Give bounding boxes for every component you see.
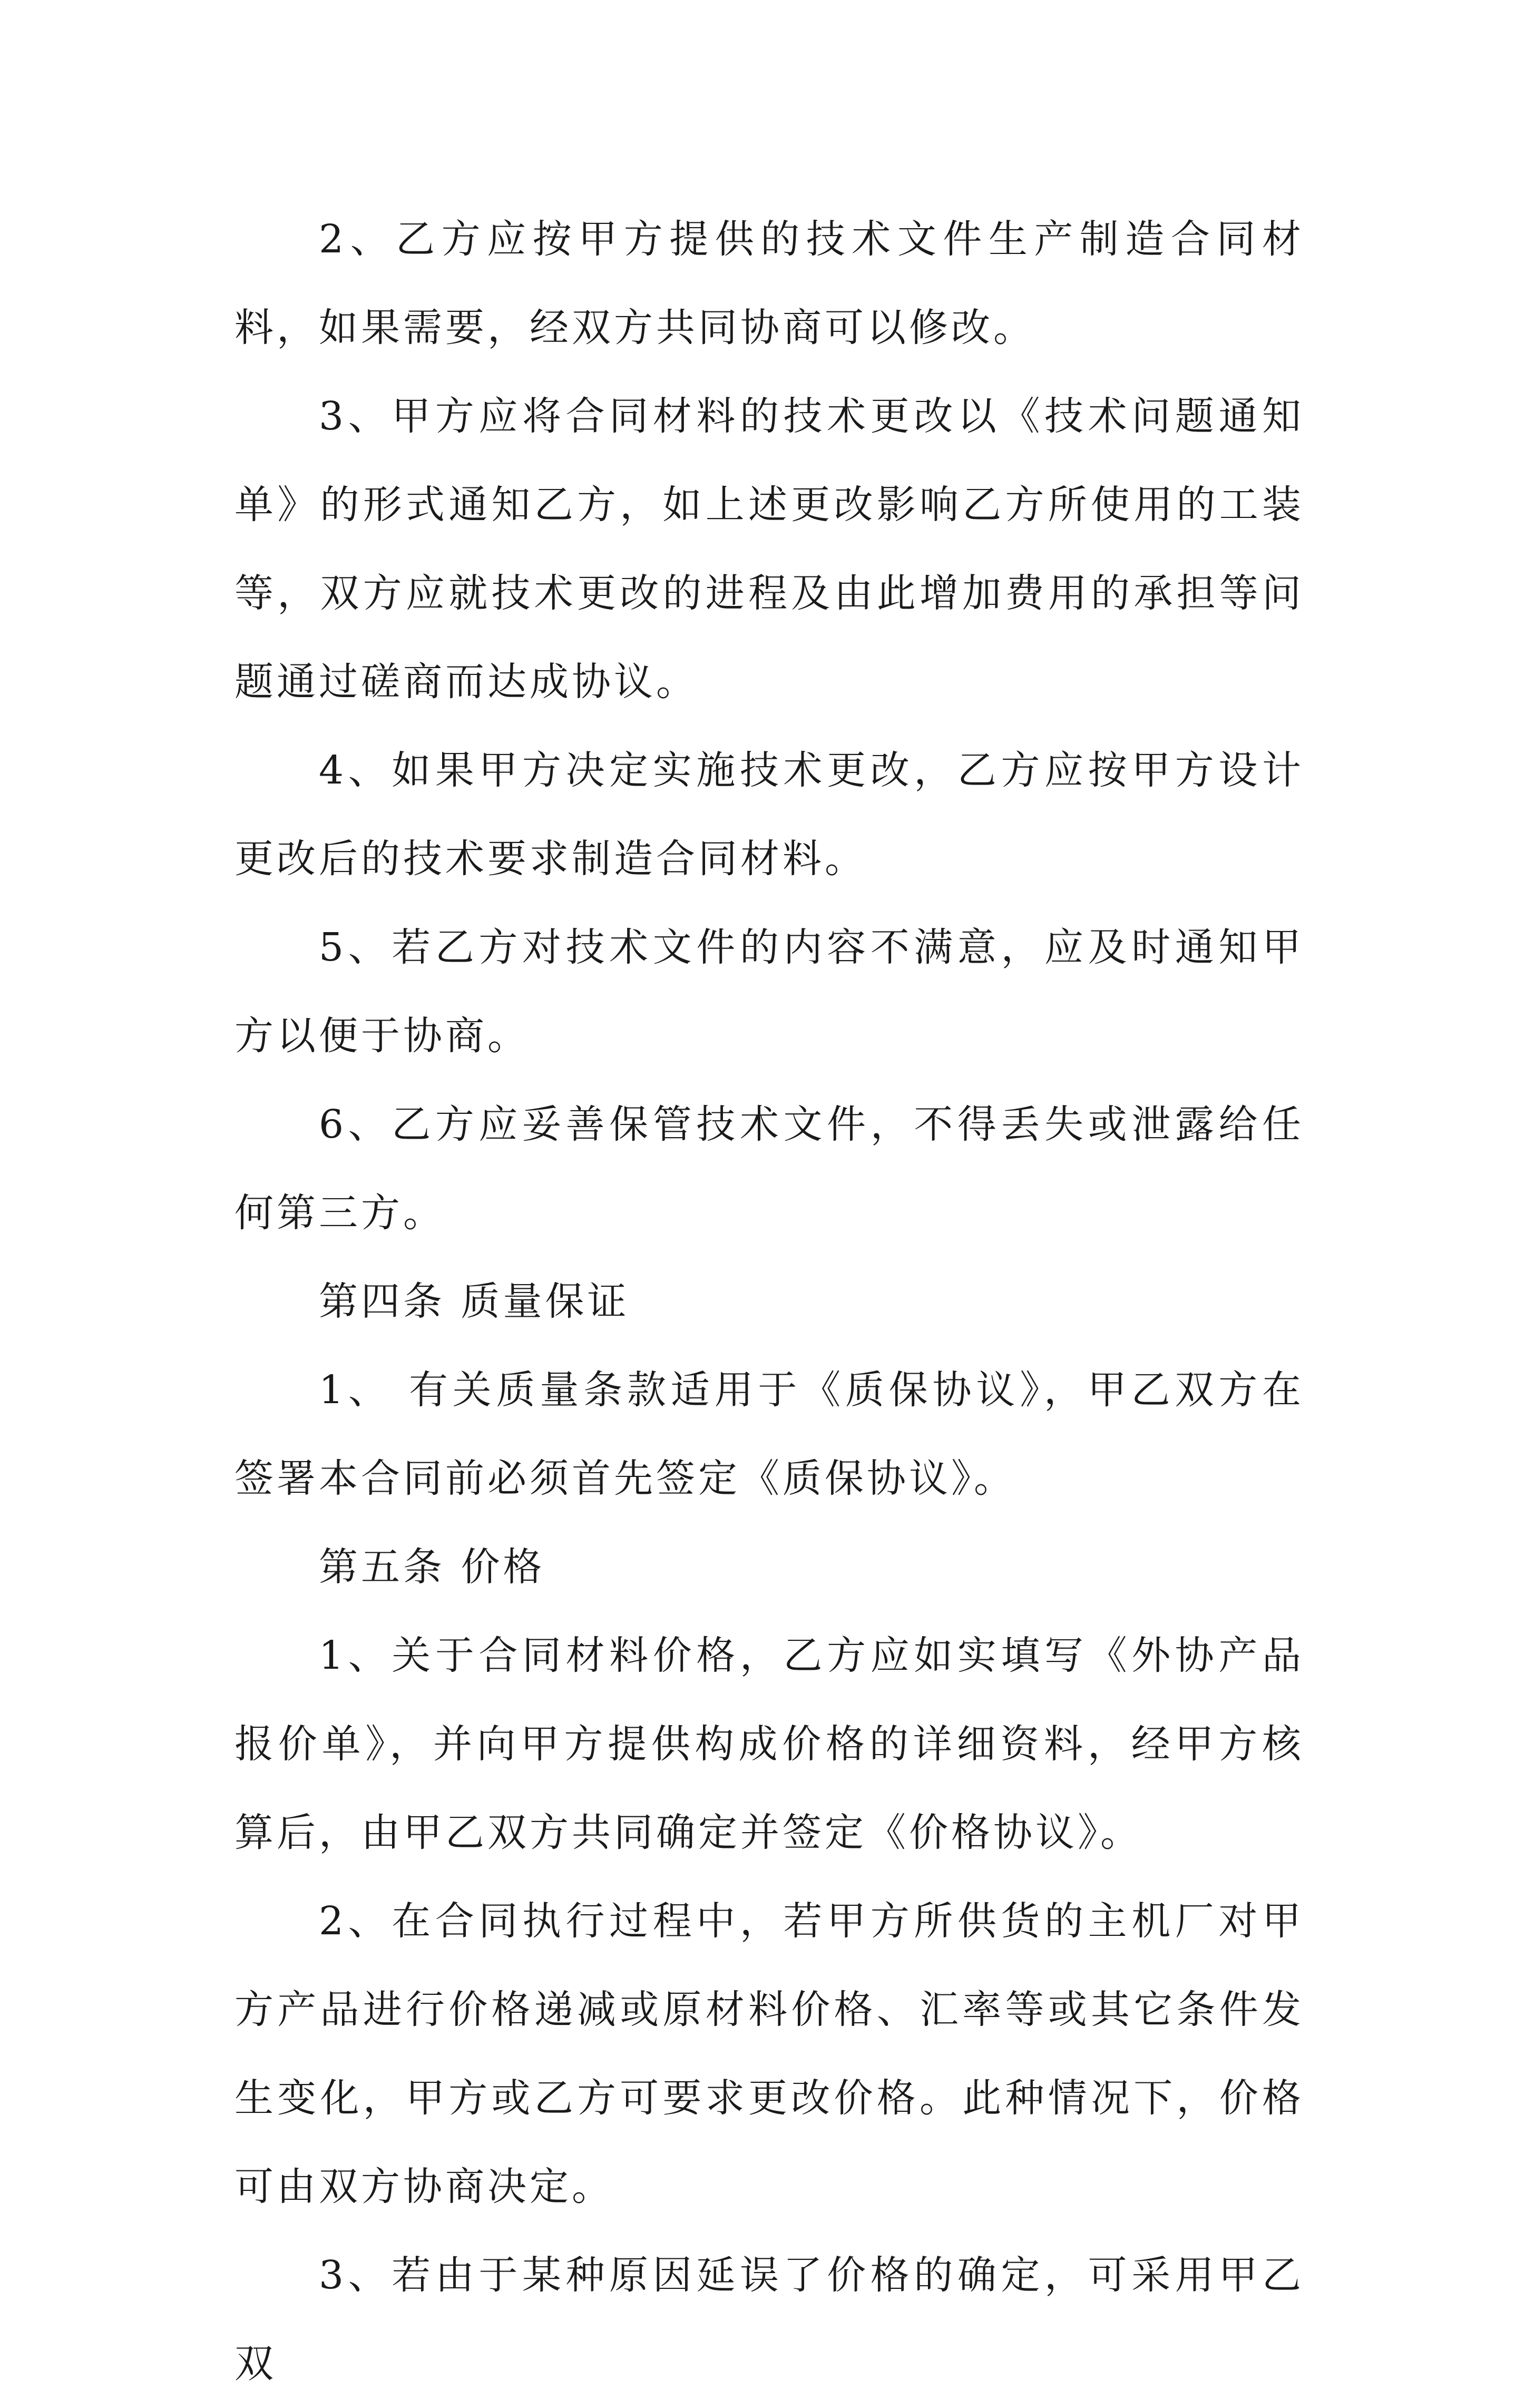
paragraph-clause-5: 5、若乙方对技术文件的内容不满意，应及时通知甲方以便于协商。: [234, 925, 1304, 1059]
paragraph-article-5-clause-1: 1、关于合同材料价格，乙方应如实填写《外协产品报价单》，并向甲方提供构成价格的详细资料，经甲方核算后，由甲乙双方共同确定并签定《价格协议》。: [234, 1633, 1304, 1855]
paragraph-article-5-clause-2: 2、在合同执行过程中，若甲方所供货的主机厂对甲方产品进行价格递减或原材料价格、汇率等或其它条件发生变化，甲方或乙方可要求更改价格。此种情况下，价格可由双方协商决定。: [234, 1898, 1304, 2209]
section-heading-article-4: 第四条 质量保证: [319, 1279, 630, 1324]
paragraph-clause-2: 2、乙方应按甲方提供的技术文件生产制造合同材料，如果需要，经双方共同协商可以修改。: [234, 217, 1304, 350]
paragraph-clause-3: 3、甲方应将合同材料的技术更改以《技术问题通知单》的形式通知乙方，如上述更改影响乙方所使用的工装等，双方应就技术更改的进程及由此增加费用的承担等问题通过磋商而达成协议。: [234, 394, 1304, 704]
document-body: [234, 195, 1304, 2408]
paragraph-clause-6: 6、乙方应妥善保管技术文件，不得丢失或泄露给任何第三方。: [234, 1102, 1304, 1236]
section-heading-article-5: 第五条 价格: [319, 1544, 545, 1590]
paragraph-clause-4: 4、如果甲方决定实施技术更改，乙方应按甲方设计更改后的技术要求制造合同材料。: [234, 748, 1304, 882]
paragraph-article-5-clause-3: 3、若由于某种原因延误了价格的确定，可采用甲乙双: [234, 2253, 1304, 2386]
paragraph-article-4-clause-1: 1、 有关质量条款适用于《质保协议》，甲乙双方在签署本合同前必须首先签定《质保协议》。: [234, 1367, 1304, 1501]
